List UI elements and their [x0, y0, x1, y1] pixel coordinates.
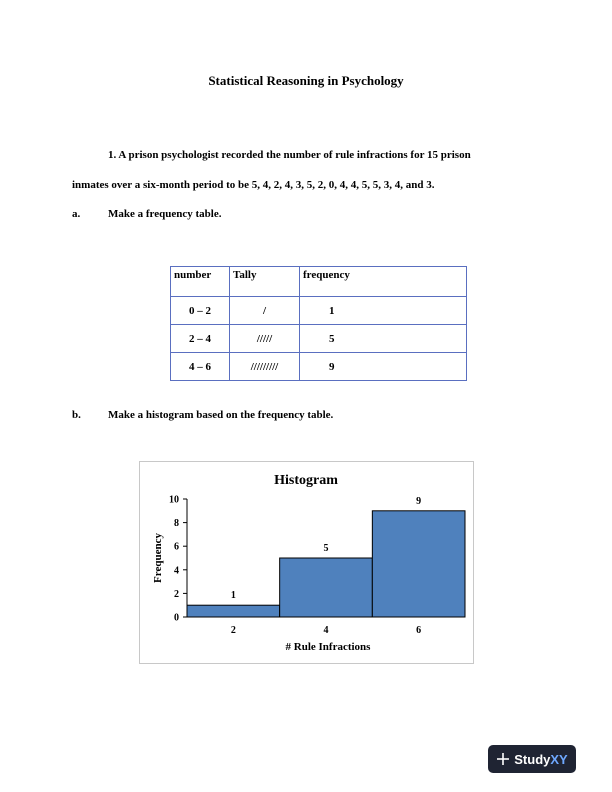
cell-tally: / — [230, 297, 300, 325]
part-a-text: Make a frequency table. — [108, 208, 222, 220]
y-tick-label: 0 — [174, 612, 179, 624]
histogram-bar — [372, 511, 465, 617]
page-title: Statistical Reasoning in Psychology — [208, 73, 404, 88]
part-b-text: Make a histogram based on the frequency table. — [108, 409, 334, 421]
question-line-2: inmates over a six-month period to be 5, 4, 2, 4, 3, 5, 2, 0, 4, 4, 5, 5, 3, 4, and 3. — [72, 179, 435, 191]
y-tick-label: 10 — [169, 494, 179, 506]
cell-frequency: 5 — [300, 325, 467, 353]
table-row — [171, 297, 467, 325]
bar-data-label: 9 — [416, 495, 422, 507]
histogram-bar — [187, 605, 280, 617]
table-header-row — [171, 267, 467, 297]
cell-number: 2 – 4 — [171, 325, 230, 353]
cell-frequency: 9 — [300, 353, 467, 381]
badge-text-study: Study — [514, 751, 551, 767]
y-tick-label: 8 — [174, 518, 179, 530]
y-tick-label: 6 — [174, 541, 179, 553]
histogram-chart — [139, 461, 474, 664]
x-axis-label: # Rule Infractions — [285, 641, 371, 653]
cell-number: 0 – 2 — [171, 297, 230, 325]
cell-tally: ///// — [230, 325, 300, 353]
x-tick-label: 6 — [416, 625, 422, 636]
badge-text-xy: XY — [550, 751, 568, 767]
question-line-1: 1. A prison psychologist recorded the number of rule infractions for 15 prison — [108, 149, 471, 161]
table-row — [171, 353, 467, 381]
header-tally: Tally — [230, 267, 300, 297]
bar-data-label: 1 — [230, 590, 236, 602]
histogram-bar — [280, 558, 373, 617]
frequency-table — [170, 266, 467, 381]
header-number: number — [171, 267, 230, 297]
part-a-label: a. — [72, 208, 81, 220]
plus-icon — [496, 752, 510, 766]
cell-number: 4 – 6 — [171, 353, 230, 381]
bar-data-label: 5 — [323, 543, 329, 554]
y-axis-label: Frequency — [152, 533, 164, 583]
studyxy-badge[interactable] — [488, 745, 576, 773]
x-tick-label: 4 — [323, 625, 329, 636]
y-tick-label: 4 — [174, 565, 179, 577]
header-frequency: frequency — [300, 267, 467, 297]
x-tick-label: 2 — [230, 625, 236, 636]
histogram-svg — [140, 462, 473, 663]
chart-title: Histogram — [274, 473, 338, 488]
cell-tally: ///////// — [230, 353, 300, 381]
table-row — [171, 325, 467, 353]
cell-frequency: 1 — [300, 297, 467, 325]
y-tick-label: 2 — [174, 588, 179, 600]
part-b-label: b. — [72, 409, 81, 421]
